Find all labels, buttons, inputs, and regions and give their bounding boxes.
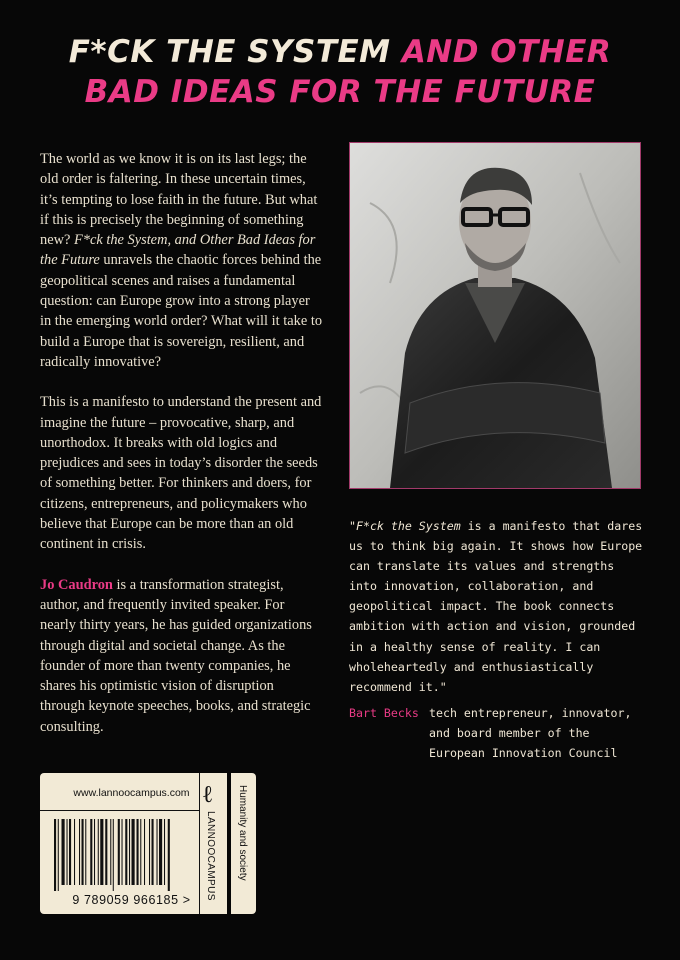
isbn-number: 9 789059 966185 > bbox=[72, 893, 191, 907]
barcode-bar bbox=[100, 819, 103, 885]
barcode-bar bbox=[85, 819, 86, 885]
endorser-role: tech entrepreneur, innovator, and board member of the European Innovation Council bbox=[429, 706, 632, 761]
author-bio bbox=[40, 575, 322, 737]
barcode-bar bbox=[144, 819, 145, 885]
author-name: Jo Caudron bbox=[40, 576, 113, 593]
publisher-url: www.lannoocampus.com bbox=[73, 787, 190, 799]
endorsement-quote bbox=[349, 516, 649, 697]
barcode-bar bbox=[137, 819, 139, 885]
blurb-text: The world as we know it is on its last legs; the old order is faltering. In these uncertain times, it’s tempting to lose faith in the future. But what if this is precisely the beginning of something new? bbox=[40, 151, 318, 249]
title-line-1 bbox=[0, 32, 680, 72]
barcode-bar bbox=[118, 819, 120, 885]
barcode-bar bbox=[132, 819, 135, 885]
barcode-bar bbox=[98, 819, 99, 885]
barcode-bar bbox=[79, 819, 80, 885]
barcode-bar bbox=[67, 819, 68, 885]
book-category: Humanity and society bbox=[237, 785, 248, 881]
barcode-bar bbox=[168, 819, 170, 891]
barcode-bar bbox=[94, 819, 95, 885]
barcode-bar bbox=[58, 819, 59, 891]
book-title bbox=[0, 32, 680, 112]
barcode-bar bbox=[152, 819, 154, 885]
publisher-panel bbox=[199, 773, 227, 914]
barcode-bar bbox=[90, 819, 92, 885]
barcode-bar bbox=[140, 819, 141, 885]
blurb-column bbox=[40, 149, 322, 757]
publisher-logo-icon: ℓ bbox=[203, 779, 212, 808]
endorser-name: Bart Becks bbox=[349, 706, 419, 720]
barcode-bar bbox=[122, 819, 123, 885]
barcode-bar bbox=[74, 819, 75, 885]
barcode-bar bbox=[159, 819, 162, 885]
barcode-bar bbox=[69, 819, 71, 885]
barcode-bar bbox=[164, 819, 165, 885]
barcode-bar bbox=[125, 819, 127, 885]
blurb-text: unravels the chaotic forces behind the geopolitical scenes and raises a fundamental question: can Europe grow into a strong player in the emerging world order? What will it take to build a Europe that is sovereign, resilient, and radically innovative? bbox=[40, 252, 323, 370]
barcode-bar bbox=[54, 819, 56, 891]
isbn-barcode bbox=[50, 819, 213, 891]
quote-mark: " bbox=[349, 519, 356, 533]
barcode-bar bbox=[157, 819, 158, 885]
author-portrait-image bbox=[350, 143, 640, 488]
publisher-name: LANNOOCAMPUS bbox=[205, 811, 216, 901]
blurb-paragraph-1 bbox=[40, 149, 322, 372]
title-part-3: BAD IDEAS FOR THE FUTURE bbox=[84, 74, 596, 110]
quote-book-title: F*ck the System bbox=[355, 519, 461, 533]
title-part-2: AND OTHER bbox=[401, 34, 612, 70]
barcode-bar bbox=[113, 819, 114, 891]
barcode-bar bbox=[110, 819, 111, 885]
barcode-bar bbox=[129, 819, 130, 885]
category-panel bbox=[231, 773, 256, 914]
title-part-1: F*CK THE SYSTEM bbox=[68, 34, 391, 70]
barcode-bar bbox=[149, 819, 150, 885]
barcode-bar bbox=[62, 819, 65, 885]
author-photo bbox=[349, 142, 641, 489]
blurb-paragraph-2: This is a manifesto to understand the present and imagine the future – provocative, sharp, and unorthodox. It breaks with old logics and prejudices and sees in today’s disorder the seeds of something better. For thinkers and doers, for citizens, entrepreneurs, and policymakers who believe that Europe can be more than an old continent in crisis. bbox=[40, 394, 322, 553]
barcode-bar bbox=[105, 819, 107, 885]
author-bio-text: is a transformation strategist, author, and frequently invited speaker. For nearly thirty years, he has guided organizations through digital and societal change. As the founder of more than twenty companies, he shares his optimistic vision of disruption through keynote speeches, books, and strategic consulting. bbox=[40, 576, 312, 735]
barcode-panel bbox=[40, 773, 223, 914]
quote-text: is a manifesto that dares us to think big again. It shows how Europe can translate its values and strengths into innovation, collaboration, and geopolitical impact. The book connects ambition with action and vision, grounded in a healthy sense of reality. I can wholeheartedly and enthusiastically recommend it." bbox=[349, 519, 643, 694]
divider bbox=[40, 810, 223, 811]
blurb-book-title: F*ck the System, and Other Bad Ideas for the Future bbox=[40, 232, 316, 269]
barcode-bar bbox=[82, 819, 84, 885]
